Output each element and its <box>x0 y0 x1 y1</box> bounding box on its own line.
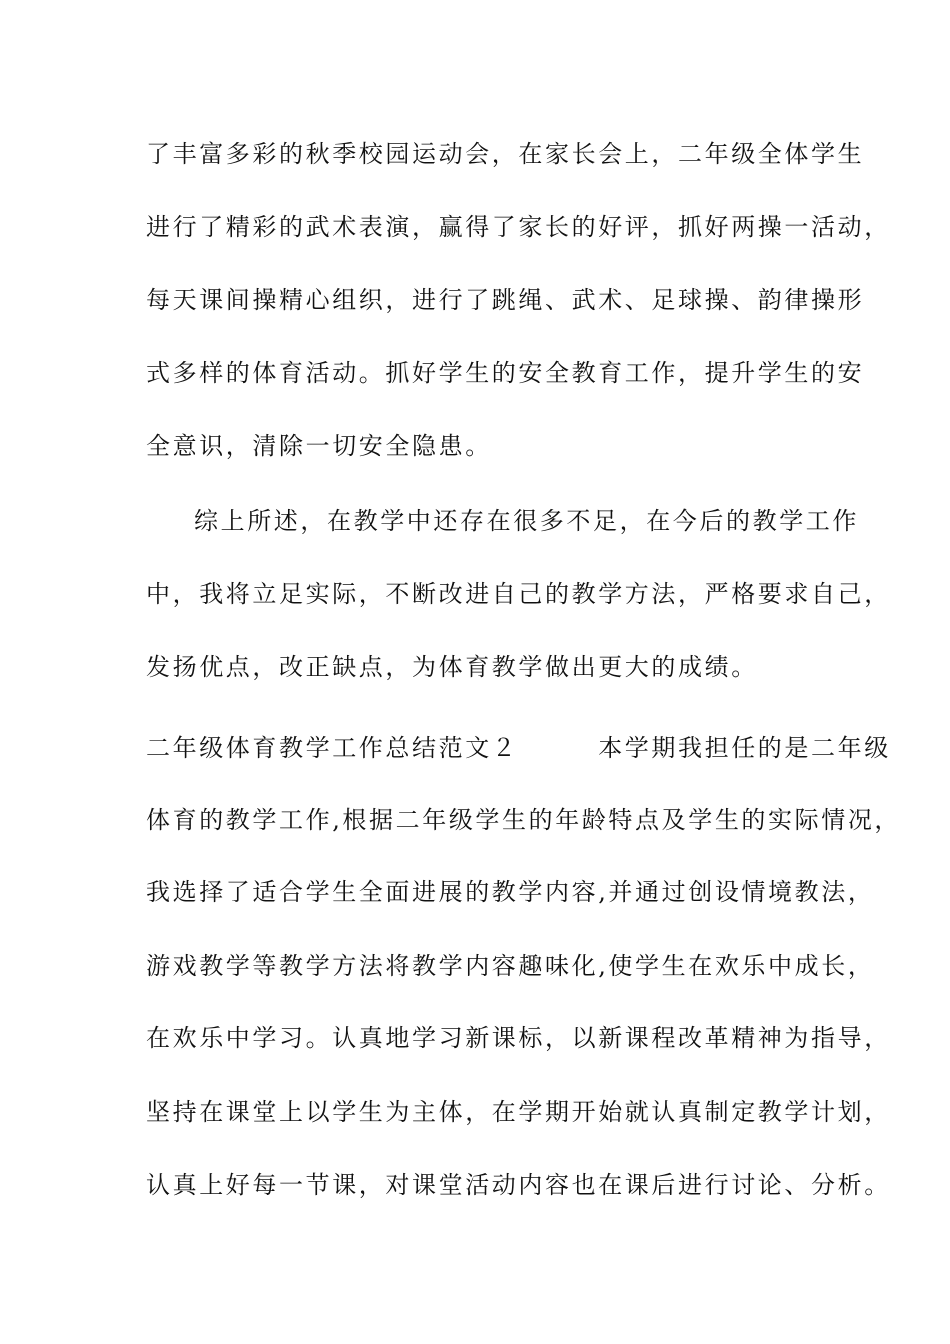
text-line: 全意识，清除一切安全隐患。 <box>146 432 492 460</box>
text-line: 进行了精彩的武术表演，赢得了家长的好评，抓好两操一活动， <box>146 213 891 241</box>
text-line: 体育的教学工作,根据二年级学生的年龄特点及学生的实际情况， <box>146 806 902 834</box>
text-line: 在欢乐中学习。认真地学习新课标，以新课程改革精神为指导， <box>146 1024 891 1052</box>
text-line: 式多样的体育活动。抓好学生的安全教育工作，提升学生的安 <box>146 359 865 387</box>
section-heading-line: 二年级体育教学工作总结范文２ 本学期我担任的是二年级 <box>146 734 891 762</box>
text-line: 坚持在课堂上以学生为主体，在学期开始就认真制定教学计划， <box>146 1098 891 1126</box>
text-line: 了丰富多彩的秋季校园运动会，在家长会上，二年级全体学生 <box>146 140 865 168</box>
text-line: 我选择了适合学生全面进展的教学内容,并通过创设情境教法， <box>146 878 875 906</box>
text-line: 认真上好每一节课，对课堂活动内容也在课后进行讨论、分析。 <box>146 1171 891 1199</box>
text-line: 游戏教学等教学方法将教学内容趣味化,使学生在欢乐中成长， <box>146 952 875 980</box>
text-line: 发扬优点，改正缺点，为体育教学做出更大的成绩。 <box>146 653 758 681</box>
paragraph-first-line: 综上所述，在教学中还存在很多不足，在今后的教学工作 <box>194 507 859 535</box>
text-line: 中，我将立足实际，不断改进自己的教学方法，严格要求自己， <box>146 580 891 608</box>
text-line: 每天课间操精心组织，进行了跳绳、武术、足球操、韵律操形 <box>146 286 865 314</box>
